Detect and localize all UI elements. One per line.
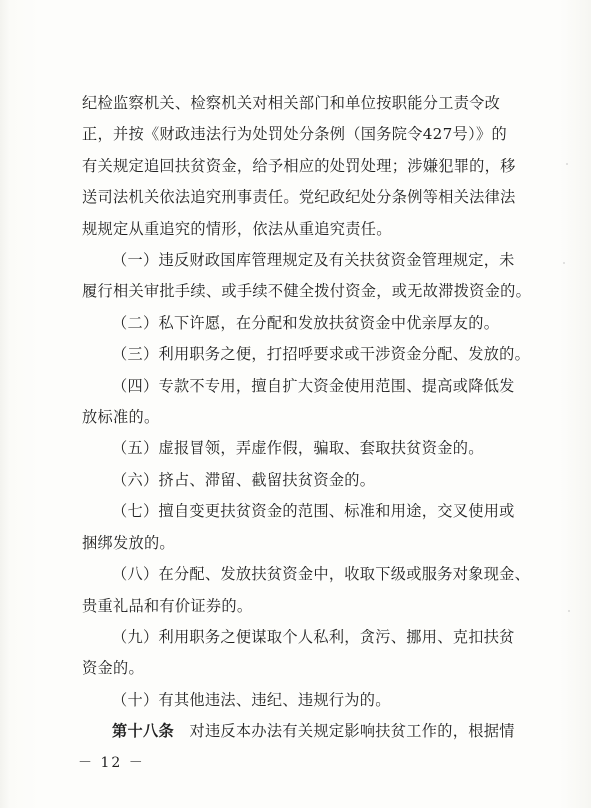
text-line: （一）违反财政国库管理规定及有关扶贫资金管理规定，未 bbox=[112, 251, 515, 270]
list-item-4 bbox=[82, 371, 532, 434]
text-line: （六）挤占、滞留、截留扶贫资金的。 bbox=[112, 470, 376, 489]
list-item-6 bbox=[82, 465, 532, 496]
scan-speck bbox=[566, 163, 568, 165]
text-line: 履行相关审批手续、或手续不健全拨付资金，或无故滞拨资金的。 bbox=[82, 282, 532, 301]
text-line: （十）有其他违法、违纪、违规行为的。 bbox=[112, 690, 391, 709]
text-line: （四）专款不专用，擅自扩大资金使用范围、提高或降低发 bbox=[112, 376, 515, 395]
text-line: 正，并按《财政违法行为处罚处分条例（国务院令427号）》的 bbox=[82, 125, 507, 144]
list-item-7 bbox=[82, 496, 532, 559]
list-item-3 bbox=[82, 339, 532, 370]
text-line: （八）在分配、发放扶贫资金中，收取下级或服务对象现金、 bbox=[112, 565, 531, 584]
page-number: － 12 － bbox=[78, 755, 145, 771]
article-18-heading: 第十八条 bbox=[112, 722, 174, 741]
article-18-text: 对违反本办法有关规定影响扶贫工作的，根据情 bbox=[189, 722, 515, 741]
text-line: 资金的。 bbox=[82, 659, 144, 678]
text-line: （二）私下许愿，在分配和发放扶贫资金中优亲厚友的。 bbox=[112, 313, 500, 332]
list-item-1 bbox=[82, 245, 532, 308]
document-body bbox=[82, 88, 532, 748]
scan-speck bbox=[568, 610, 570, 612]
list-item-8 bbox=[82, 559, 532, 622]
list-item-5 bbox=[82, 433, 532, 464]
paragraph-continued bbox=[82, 88, 532, 245]
list-item-9 bbox=[82, 622, 532, 685]
text-line: 贵重礼品和有价证券的。 bbox=[82, 596, 253, 615]
text-line: （七）擅自变更扶贫资金的范围、标准和用途，交叉使用或 bbox=[112, 502, 515, 521]
scan-speck bbox=[563, 262, 565, 264]
text-line: （九）利用职务之便谋取个人私利，贪污、挪用、克扣扶贫 bbox=[112, 627, 515, 646]
list-item-10 bbox=[82, 685, 532, 716]
text-line: （三）利用职务之便，打招呼要求或干涉资金分配、发放的。 bbox=[112, 345, 531, 364]
text-line: 规规定从重追究的情形，依法从重追究责任。 bbox=[82, 219, 392, 238]
article-18 bbox=[82, 716, 532, 747]
text-line: 有关规定追回扶贫资金，给予相应的处罚处理；涉嫌犯罪的，移 bbox=[82, 156, 516, 175]
list-item-2 bbox=[82, 308, 532, 339]
text-line: （五）虚报冒领，弄虚作假，骗取、套取扶贫资金的。 bbox=[112, 439, 484, 458]
text-line: 纪检监察机关、检察机关对相关部门和单位按职能分工责令改 bbox=[82, 94, 501, 112]
text-line: 放标准的。 bbox=[82, 408, 160, 427]
text-line: 送司法机关依法追究刑事责任。党纪政纪处分条例等相关法律法 bbox=[82, 188, 516, 207]
article-18-line bbox=[82, 716, 532, 747]
text-line: 捆绑发放的。 bbox=[82, 533, 175, 552]
